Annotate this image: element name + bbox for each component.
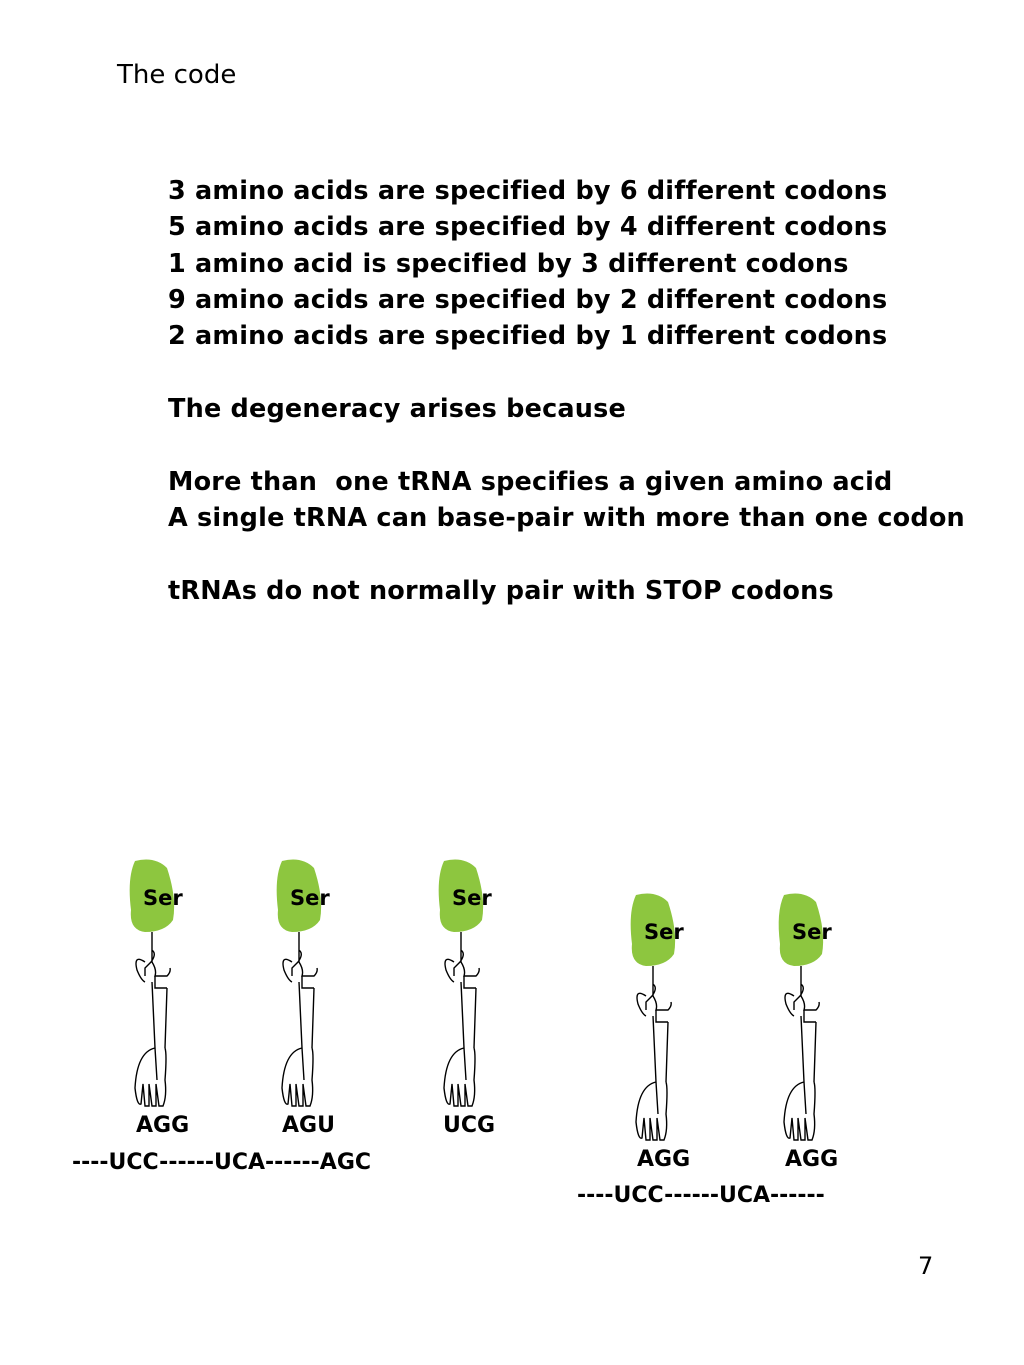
amino-acid-label: Ser: [290, 886, 330, 910]
stop-note: tRNAs do not normally pair with STOP codons: [168, 576, 834, 606]
trna-icon: [764, 892, 844, 1147]
degeneracy-line-4: 9 amino acids are specified by 2 different codons: [168, 285, 888, 315]
page-number: 7: [918, 1252, 934, 1280]
degeneracy-line-2: 5 amino acids are specified by 4 different codons: [168, 212, 888, 242]
degeneracy-line-3: 1 amino acid is specified by 3 different codons: [168, 249, 849, 279]
amino-acid-label: Ser: [452, 886, 492, 910]
degeneracy-line-5: 2 amino acids are specified by 1 different codons: [168, 321, 888, 351]
degeneracy-line-1: 3 amino acids are specified by 6 different codons: [168, 176, 888, 206]
amino-acid-label: Ser: [143, 886, 183, 910]
anticodon-label: AGU: [282, 1113, 335, 1138]
anticodon-label: AGG: [136, 1113, 190, 1138]
trna-icon: [424, 858, 504, 1113]
because-heading: The degeneracy arises because: [168, 394, 627, 424]
slide-title: The code: [117, 60, 237, 90]
reason-2: A single tRNA can base-pair with more than one codon: [168, 503, 965, 533]
reason-1: More than one tRNA specifies a given amino acid: [168, 467, 893, 497]
mrna-strand: ----UCC------UCA------: [577, 1183, 825, 1208]
anticodon-label: AGG: [785, 1147, 839, 1172]
trna-icon: [616, 892, 696, 1147]
anticodon-label: UCG: [443, 1113, 496, 1138]
trna-icon: [115, 858, 195, 1113]
amino-acid-label: Ser: [644, 920, 684, 944]
mrna-strand: ----UCC------UCA------AGC: [72, 1150, 372, 1175]
anticodon-label: AGG: [637, 1147, 691, 1172]
trna-icon: [262, 858, 342, 1113]
amino-acid-label: Ser: [792, 920, 832, 944]
